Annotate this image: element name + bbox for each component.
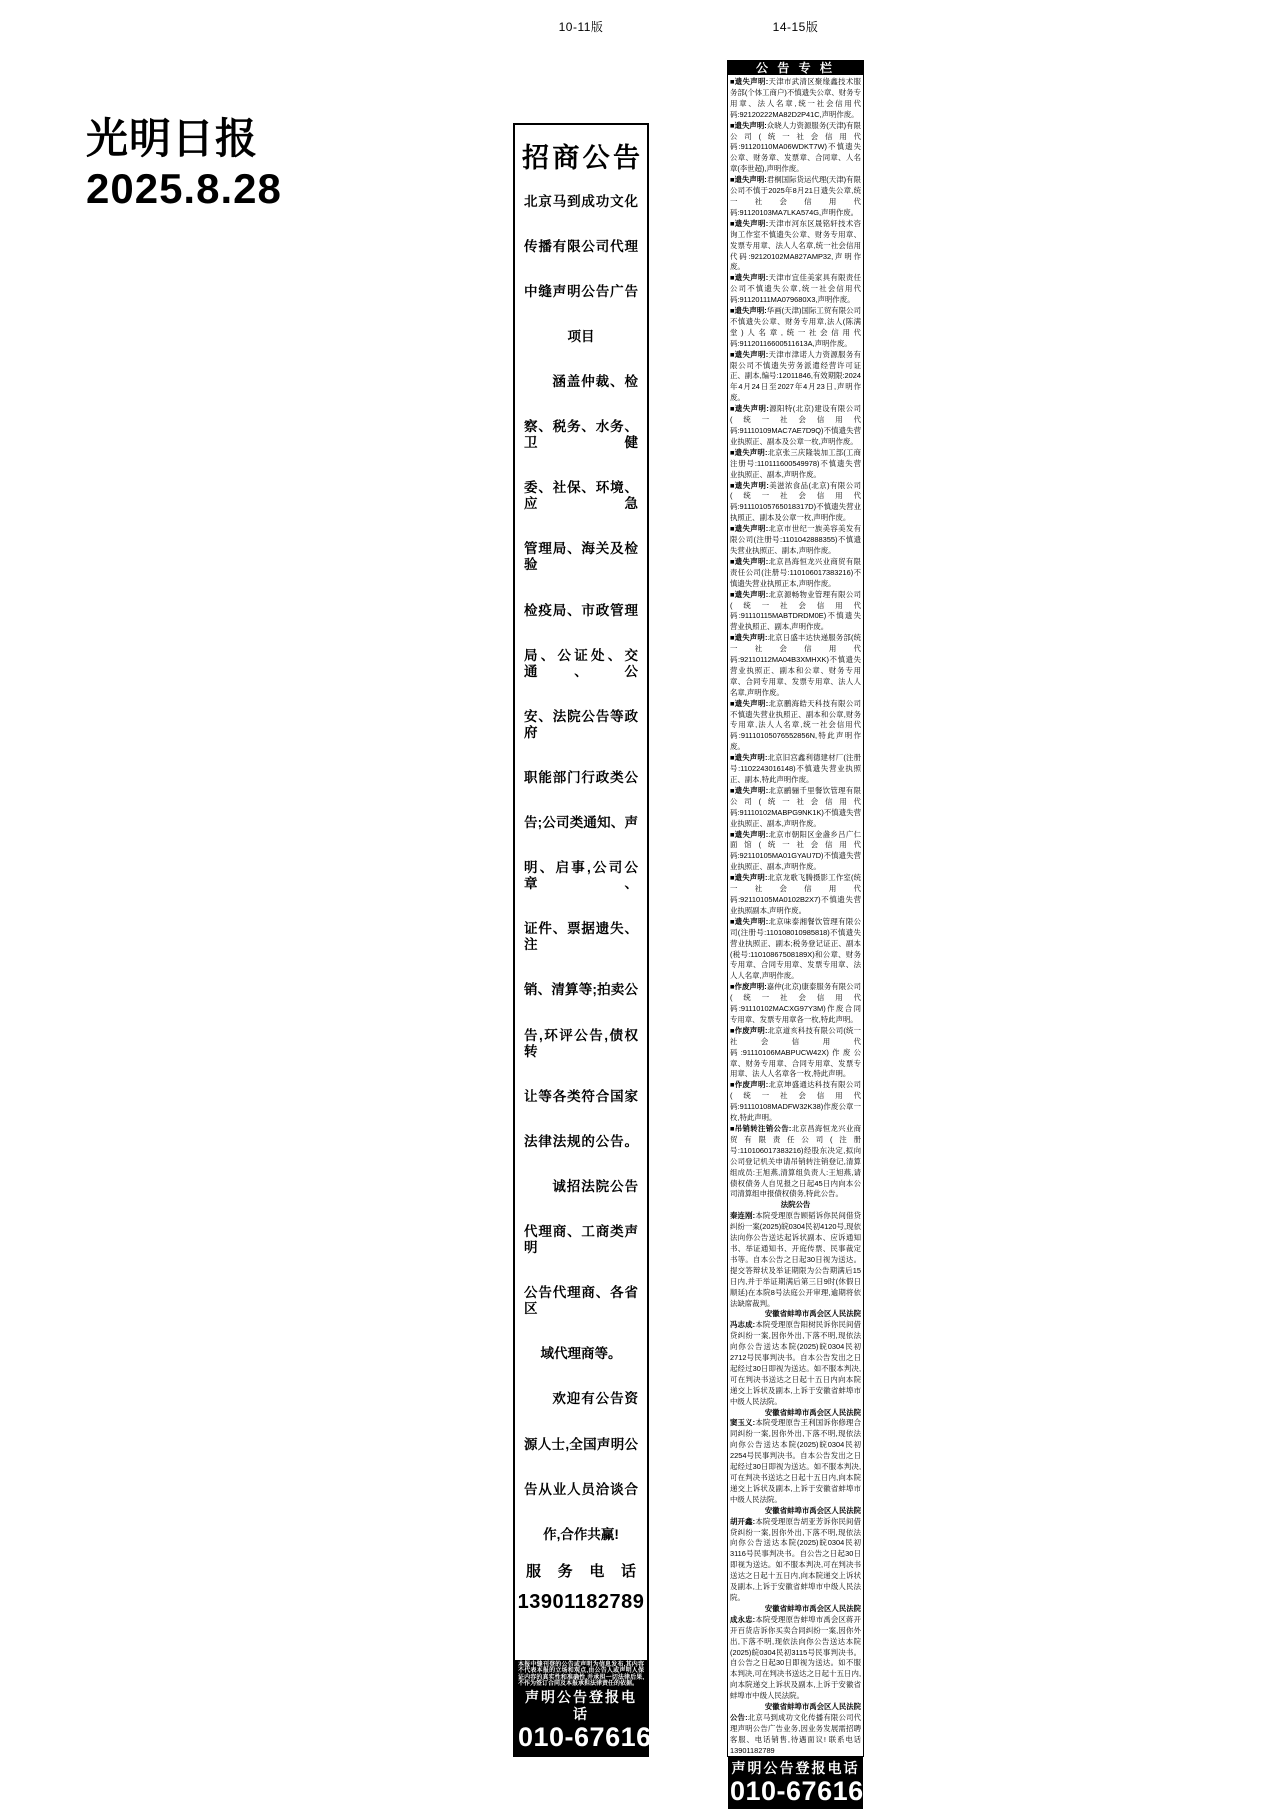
right-footer-phone: 010-67616666 (730, 1775, 911, 1806)
declaration-notice (730, 633, 861, 698)
ad-line: 北京马到成功文化 (524, 193, 638, 209)
notice-type-label: ■遗失声明: (730, 524, 769, 534)
service-phone-label: 服 务 电 话 (526, 1562, 636, 1580)
notice-type-label: ■遗失声明: (730, 120, 767, 130)
notice-type-label: ■遗失声明: (730, 447, 768, 457)
ad-line: 代理商、工商类声明 (524, 1224, 638, 1256)
left-footer-title: 声明公告登报电话 (525, 1689, 637, 1722)
notice-text: 北京日盛丰达快递服务部(统一社会信用代码:92110112MA04B3XMHXK)不慎遗失营业执照正、副本和公章、财务专用章、合同专用章、发票专用章、法人人名章,声明作废。 (730, 633, 861, 697)
ad-line: 让等各类符合国家 (524, 1088, 638, 1104)
notice-type-label: ■作废声明: (730, 1080, 769, 1090)
court-name: 安徽省蚌埠市禹会区人民法院 (764, 1702, 861, 1712)
declaration-notice (730, 699, 861, 754)
ad-line: 局、公证处、交通、公 (524, 647, 638, 679)
recruit-ad-column (513, 123, 699, 1757)
ad-line: 销、清算等;拍卖公 (524, 982, 638, 998)
notice-text: 北京张三庆隆装加工部(工商注册号:110111600549978)不慎遗失营业执照正、副本,声明作废。 (730, 447, 861, 479)
notice-type-label: ■遗失声明: (730, 273, 769, 283)
right-footer-title: 声明公告登报电话 (731, 1759, 860, 1776)
notice-type-label: ■遗失声明: (730, 175, 767, 185)
announcement-column (727, 60, 911, 1806)
declaration-notice (730, 404, 861, 448)
notice-type-label: ■遗失声明: (730, 77, 769, 86)
edition-label-right: 14-15版 (772, 20, 819, 34)
ad-line: 告从业人员洽谈合 (524, 1481, 638, 1497)
notice-text: 北京味泰湘餐饮管理有限公司(注册号:110108010985818)不慎遗失营业执照正、副本;税务登记证正、副本(税号:11010867508189X)和公章、财务专用章、合同专用章、发票专用章、法人人名章,声明作废。 (730, 916, 861, 981)
left-footer-phone: 010-67616666 (518, 1722, 699, 1752)
ad-line: 中缝声明公告广告 (524, 283, 638, 299)
declaration-notice (730, 77, 861, 121)
ad-line: 源人士,全国声明公 (524, 1436, 638, 1452)
notice-type-label: ■遗失声明: (730, 785, 769, 795)
notice-text: 美滋浓食品(北京)有限公司(统一社会信用代码:91110105765018317D)不慎遗失营业执照正、副本及公章一枚,声明作废。 (730, 480, 861, 523)
ad-line: 管理局、海关及检验 (524, 541, 638, 573)
ad-lines (515, 179, 647, 1560)
declaration-notice (730, 557, 861, 590)
declaration-notice (730, 350, 861, 405)
notice-text: 北京源畅物业管理有限公司(统一社会信用代码:91110115MABTDRDM0E)不慎遗失营业执照正、副本,声明作废。 (730, 589, 861, 632)
declaration-notice (730, 448, 861, 481)
declaration-notice (730, 1026, 861, 1081)
right-footer-bar (728, 1757, 911, 1809)
closing-notice-text: 北京马到成功文化传播有限公司代理声明公告广告业务,因业务发展需招聘客服、电话销售,待遇面议! 联系电话 13901182789 (730, 1712, 861, 1755)
ad-line: 域代理商等。 (540, 1346, 622, 1362)
court-notice (730, 1517, 861, 1615)
edition-label-left: 10-11版 (558, 20, 604, 34)
ad-line: 证件、票据遗失、注 (524, 921, 638, 953)
notice-text: 天津市河东区晟铭轩技术咨询工作室不慎遗失公章、财务专用章、发票专用章、法人人名章,统一社会信用代码:92120102MA827AMP32,声明作废。 (730, 218, 861, 272)
notice-type-label: ■遗失声明: (730, 218, 769, 228)
service-phone-number: 13901182789 (517, 1590, 645, 1613)
court-notice (730, 1418, 861, 1516)
closing-notice-label: 公告: (730, 1712, 748, 1722)
ad-line: 职能部门行政类公 (524, 769, 638, 785)
notice-text: 天津市宜佳美家具有限责任公司不慎遗失公章,统一社会信用代码:91120111MA079680X3,声明作废。 (730, 273, 861, 305)
left-footer-bar (515, 1660, 699, 1755)
notice-text: 北京龙歌飞腾摄影工作室(统一社会信用代码:92110105MA0102B2X7)不慎遗失营业执照副本,声明作废。 (730, 873, 861, 915)
notice-type-label: ■遗失声明: (730, 633, 768, 643)
ad-line: 法律法规的公告。 (524, 1133, 638, 1149)
court-notice-text: 本院受理原告顾韬诉你民间借贷纠纷一案(2025)皖0304民初4120号,现依法向你公告送达起诉状副本、应诉通知书、举证通知书、开庭传票、民事裁定书等。自本公告之日起30日视为送达。提交答辩状及举证期限为公告期满后15日内,并于举证期满后第三日9时(休假日顺延)在本院8号法庭公开审理,逾期将依法缺席裁判。 (730, 1211, 861, 1308)
declaration-list (730, 77, 861, 1200)
court-notice-text: 本院受理原告王利国诉你修理合同纠纷一案,因你外出,下落不明,现依法向你公告送达本院(2025)皖0304民初2254号民事判决书。自本公告发出之日起经过30日即视为送达。如不服本判决,可在判决书送达之日起十五日内,向本院递交上诉状及副本,上诉于安徽省蚌埠市中级人民法院。 (730, 1418, 861, 1504)
declaration-notice (730, 273, 861, 306)
ad-line: 项目 (567, 328, 595, 344)
notice-text: 北京坤盛通达科技有限公司(统一社会信用代码:91110108MADFW32K38)作废公章一枚,特此声明。 (730, 1080, 861, 1123)
notice-type-label: ■遗失声明: (730, 589, 769, 599)
notice-type-label: ■遗失声明: (730, 306, 767, 316)
notice-type-label: ■遗失声明: (730, 698, 769, 708)
masthead-title: 光明日报 (86, 115, 259, 162)
ad-line: 欢迎有公告资 (552, 1391, 638, 1407)
notice-type-label: ■作废声明: (730, 982, 767, 992)
masthead-date: 2025.8.28 (86, 165, 282, 212)
declaration-notice (730, 917, 861, 982)
notice-type-label: ■遗失声明: (730, 873, 768, 883)
declaration-notice (730, 1124, 861, 1200)
notice-text: 北京鹏海皓天科技有限公司不慎遗失营业执照正、副本和公章,财务专用章,法人人名章,统一社会信用代码:91110105076552856N,特此声明作废。 (730, 698, 861, 752)
ad-line: 明、启事,公司公章、 (524, 860, 638, 892)
ad-line: 告,环评公告,债权转 (524, 1027, 638, 1059)
notice-type-label: ■遗失声明: (730, 349, 769, 359)
court-name: 安徽省蚌埠市禹会区人民法院 (764, 1603, 861, 1613)
defendant-name: 冯志成: (730, 1320, 756, 1330)
declaration-notice (730, 873, 861, 917)
defendant-name: 胡开鑫: (730, 1516, 756, 1526)
masthead (86, 114, 282, 214)
court-name: 安徽省蚌埠市禹会区人民法院 (764, 1505, 861, 1515)
declaration-notice (730, 753, 861, 786)
court-notice (730, 1615, 861, 1713)
notice-type-label: ■遗失声明: (730, 753, 768, 763)
defendant-name: 成永忠: (730, 1614, 756, 1624)
declaration-notice (730, 481, 861, 525)
declaration-notice (730, 590, 861, 634)
court-notice-text: 本院受理原告阳树民诉你民间借贷纠纷一案,因你外出,下落不明,现依法向你公告送达本院(2025)皖0304民初2712号民事判决书。自本公告发出之日起经过30日即视为送达。如不服本判决,可在判决书送达之日起十五日内向本院递交上诉状及副本,上诉于安徽省蚌埠市中级人民法院。 (730, 1320, 861, 1406)
notice-text: 北京市朝阳区金盏乡吕广仁面馆(统一社会信用代码:92110105MA01GYAU7D)不慎遗失营业执照正、副本,声明作废。 (730, 829, 861, 872)
notice-text: 源阳特(北京)建设有限公司(统一社会信用代码:91110109MAC7AE7D9Q)不慎遗失营业执照正、副本及公章一枚,声明作废。 (730, 404, 861, 446)
notice-type-label: ■遗失声明: (730, 480, 769, 490)
court-notice (730, 1320, 861, 1418)
announcement-column-header: 公 告 专 栏 (728, 61, 863, 75)
notice-type-label: ■遗失声明: (730, 404, 769, 414)
notice-type-label: ■遗失声明: (730, 916, 769, 926)
declaration-notice (730, 1080, 861, 1124)
court-notice (730, 1211, 861, 1320)
ad-line: 涵盖仲裁、检 (552, 374, 638, 390)
notice-text: 北京昌海恒龙兴业商贸有限责任公司(注册号:110106017383216)经股东决定,拟向公司登记机关申请吊销转注销登记,清算组成员:王旭燕,清算组负责人:王旭燕,请债权债务人自见报之日起45日内向本公司清算组申报债权债务,特此公告。 (730, 1124, 861, 1199)
notice-text: 北京道亥科技有限公司(统一社会信用代码:91110106MABPUCW42X)作废公章、财务专用章、合同专用章、发票专用章、法人人名章各一枚,特此声明。 (730, 1025, 861, 1079)
ad-line: 安、法院公告等政府 (524, 708, 638, 740)
ad-line: 公告代理商、各省区 (524, 1285, 638, 1317)
declaration-notice (730, 524, 861, 557)
ad-line: 传播有限公司代理 (524, 238, 638, 254)
court-notice-text: 本院受理原告胡亚芳诉你民间借贷纠纷一案,因你外出,下落不明,现依法向你公告送达本院(2025)皖0304民初3116号民事判决书。自公告之日起30日即视为送达。如不服本判决,可在判决书送达之日起十五日内,向本院递交上诉状及副本,上诉于安徽省蚌埠市中级人民法院。 (730, 1516, 861, 1602)
footer-disclaimer: 本报中缝刊登的公告或声明为信息发布,其内容不代表本报的立场和观点,由公告人或声明人保证内容的真实性和准确性,并承担一切法律后果,不作为签订合同及本报承担法律责任的依据。 (518, 1661, 644, 1688)
ad-line: 作,合作共赢! (543, 1526, 619, 1542)
ad-line: 检疫局、市政管理 (524, 602, 638, 618)
defendant-name: 秦连刚: (730, 1211, 756, 1221)
notice-text: 北京昌海恒龙兴业商贸有限责任公司(注册号:110106017383216)不慎遗失营业执照正本,声明作废。 (730, 556, 861, 588)
ad-line: 委、社保、环境、应急 (524, 480, 638, 512)
court-notice-text: 本院受理原告蚌埠市禹会区蒋开开百货店诉你买卖合同纠纷一案,因你外出,下落不明,现依法向你公告送达本院(2025)皖0304民初3115号民事判决书。自公告之日起30日即视为送达。如不服本判决,可在判决书送达之日起十五日内,向本院递交上诉状及副本,上诉于安徽省蚌埠市中级人民法院。 (730, 1614, 861, 1701)
declaration-notice (730, 786, 861, 830)
declaration-notice (730, 306, 861, 350)
notice-text: 北京旧宫鑫利德建材厂(注册号:1102243016148)不慎遗失营业执照正、副本,特此声明作废。 (730, 753, 861, 784)
declaration-notice (730, 121, 861, 176)
notice-text: 君桐国际货运代理(天津)有限公司不慎于2025年8月21日遗失公章,统一社会信用代码:91120103MA7LKA574G,声明作废。 (730, 175, 861, 217)
notice-text: 众晓人力资源服务(天津)有限公司(统一社会信用代码:91120110MA06WDKT7W)不慎遗失公章、财务章、发票章、合同章、人名章(李世超),声明作废。 (730, 120, 861, 174)
notice-type-label: ■吊销转注销公告: (730, 1124, 792, 1133)
notice-text: 北京市世纪一族美容美发有限公司(注册号:1101042888355)不慎遗失营业执照正、副本,声明作废。 (730, 524, 861, 555)
announcement-body (728, 75, 863, 1757)
ad-line: 告;公司类通知、声 (524, 815, 638, 831)
declaration-notice (730, 982, 861, 1026)
notice-type-label: ■遗失声明: (730, 556, 769, 566)
notice-text: 华画(天津)国际工贸有限公司不慎遗失公章、财务专用章,法人(陈满堂)人名章,统一社会信用代码:91120116600511613A,声明作废。 (730, 306, 861, 348)
declaration-notice (730, 219, 861, 274)
ad-title: 招商公告 (522, 143, 640, 173)
notice-type-label: ■作废声明: (730, 1025, 768, 1035)
defendant-name: 窦玉义: (730, 1418, 756, 1428)
court-name: 安徽省蚌埠市禹会区人民法院 (764, 1407, 861, 1417)
notice-type-label: ■遗失声明: (730, 829, 769, 839)
notice-text: 天津市武清区聚缘鑫技术服务部(个体工商户)不慎遗失公章、财务专用章、法人名章,统一社会信用代码:92120222MA82D2P41C,声明作废。 (730, 77, 861, 119)
ad-line: 察、税务、水务、卫健 (524, 419, 638, 451)
court-notice-list (730, 1211, 861, 1713)
notice-text: 北京鹂骊千里餐饮管理有限公司(统一社会信用代码:91110102MABPG9NK1K)不慎遗失营业执照正、副本,声明作废。 (730, 785, 861, 828)
declaration-notice (730, 175, 861, 219)
notice-text: 嘉仲(北京)康泰服务有限公司(统一社会信用代码:91110102MACXG97Y3M)作废合同专用章、发票专用章各一枚,特此声明。 (730, 982, 861, 1024)
declaration-notice (730, 830, 861, 874)
closing-notice (730, 1713, 861, 1757)
ad-line: 诚招法院公告 (552, 1178, 638, 1194)
court-name: 安徽省蚌埠市禹会区人民法院 (764, 1309, 861, 1319)
notice-text: 天津市津诺人力资源服务有限公司不慎遗失劳务派遣经营许可证正、副本,编号:12011846,有效期限:2024年4月24日至2027年4月23日,声明作废。 (730, 349, 861, 403)
court-section-title: 法院公告 (780, 1200, 811, 1210)
